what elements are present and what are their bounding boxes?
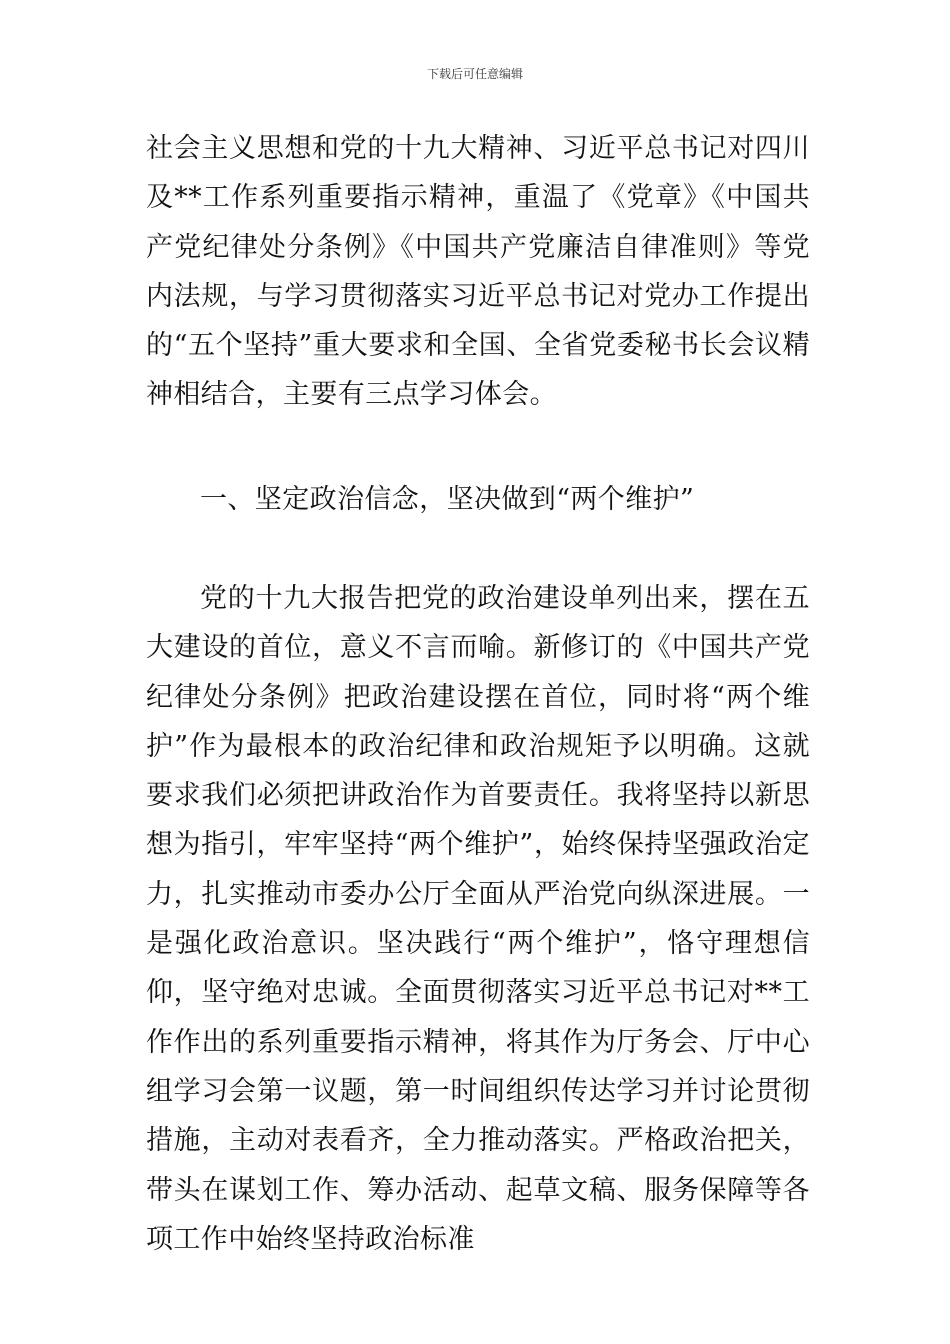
section-heading: 一、坚定政治信念，坚决做到“两个维护”	[200, 484, 695, 515]
body-paragraph-2: 党的十九大报告把党的政治建设单列出来，摆在五大建设的首位，意义不言而喻。新修订的《中国共产党纪律处分条例》把政治建设摆在首位，同时将“两个维护”作为最根本的政治纪律和政治规矩予以明确。这就要求我们必须把讲政治作为首要责任。我将坚持以新思想为指引，牢牢坚持“两个维护”，始终保持坚强政治定力，扎实推动市委办公厅全面从严治党向纵深进展。一是强化政治意识。坚决践行“两个维护”，恪守理想信仰，坚守绝对忠诚。全面贯彻落实习近平总书记对**工作作出的系列重要指示精神，将其作为厅务会、厅中心组学习会第一议题，第一时间组织传达学习并讨论贯彻措施，主动对表看齐，全力推动落实。严格政治把关，带头在谋划工作、筹办活动、起草文稿、服务保障等各项工作中始终坚持政治标准	[146, 583, 810, 1255]
body-paragraph-1: 社会主义思想和党的十九大精神、习近平总书记对四川及**工作系列重要指示精神，重温了《党章》《中国共产党纪律处分条例》《中国共产党廉洁自律准则》等党内法规，与学习贯彻落实习近平总书记对党办工作提出的“五个坚持”重大要求和全国、全省党委秘书长会议精神相结合，主要有三点学习体会。	[146, 133, 810, 411]
page-header-note: 下载后可任意编辑	[426, 67, 523, 81]
